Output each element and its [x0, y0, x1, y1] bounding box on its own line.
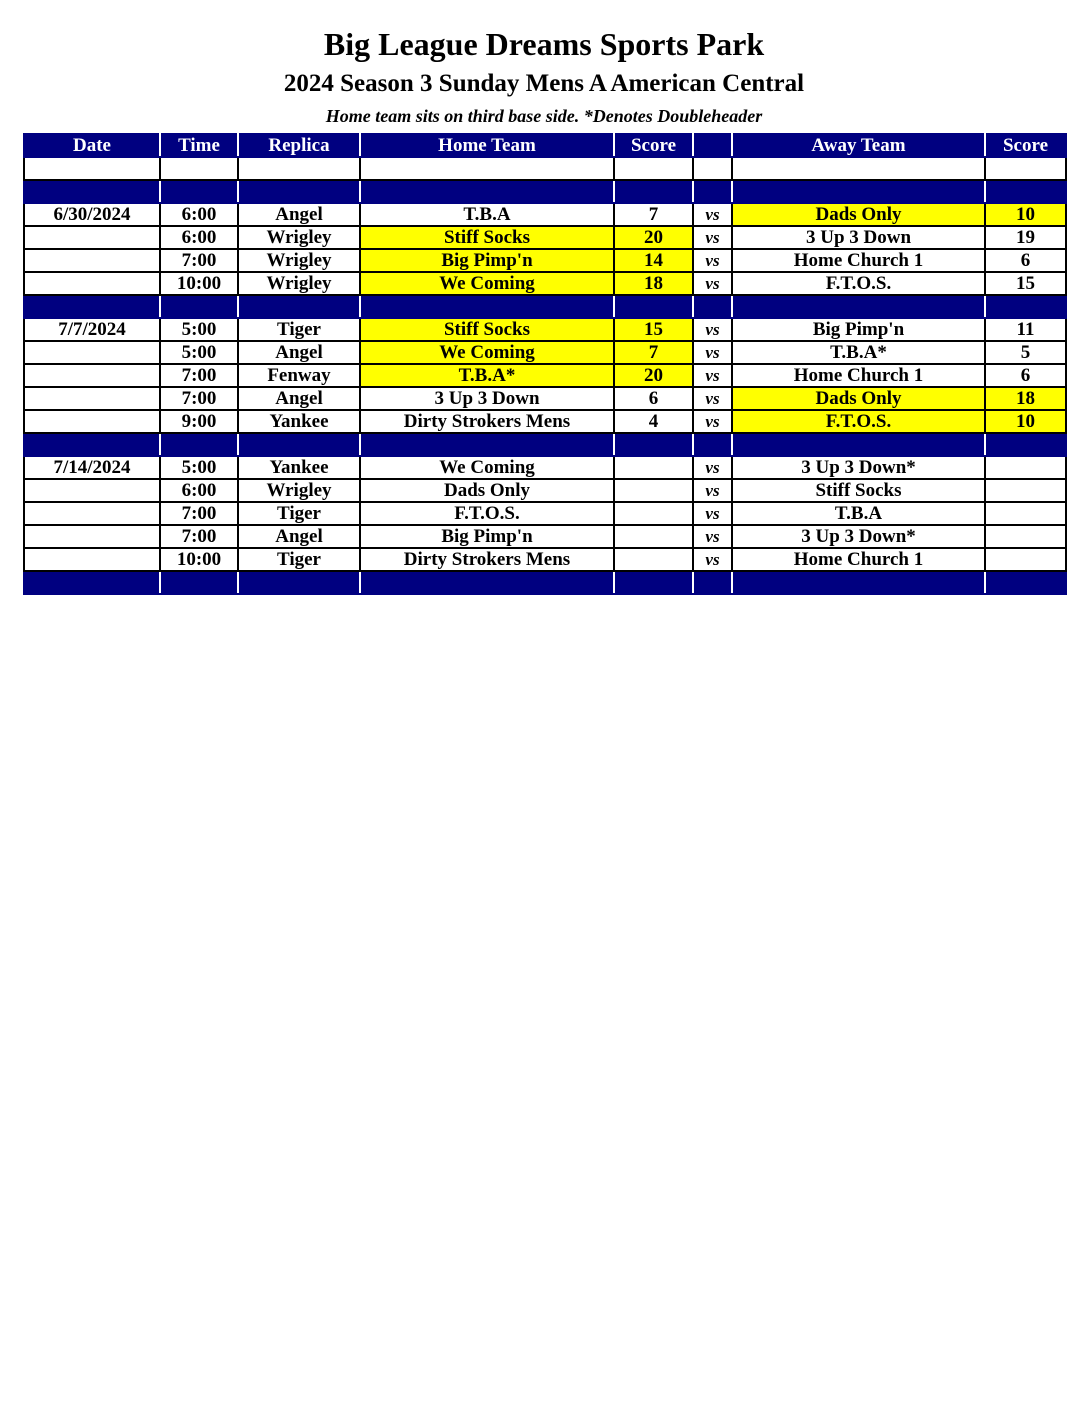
home-score — [614, 525, 693, 548]
game-row — [24, 502, 1066, 525]
empty-cell — [360, 157, 614, 180]
vs-label: vs — [693, 249, 732, 272]
col-header-home-team: Home Team — [360, 134, 614, 157]
empty-cell — [732, 433, 985, 456]
game-field: Angel — [238, 341, 360, 364]
away-score: 6 — [985, 249, 1066, 272]
empty-cell — [24, 295, 160, 318]
empty-cell — [160, 295, 238, 318]
away-score: 18 — [985, 387, 1066, 410]
game-field: Tiger — [238, 318, 360, 341]
separator-row — [24, 571, 1066, 594]
game-field: Tiger — [238, 502, 360, 525]
away-score: 10 — [985, 410, 1066, 433]
empty-cell — [238, 433, 360, 456]
game-row — [24, 249, 1066, 272]
game-date — [24, 502, 160, 525]
game-date — [24, 387, 160, 410]
game-time: 9:00 — [160, 410, 238, 433]
home-team: Stiff Socks — [360, 318, 614, 341]
home-score: 20 — [614, 364, 693, 387]
home-score: 18 — [614, 272, 693, 295]
game-row — [24, 456, 1066, 479]
game-row — [24, 548, 1066, 571]
away-team: F.T.O.S. — [732, 410, 985, 433]
col-header-time: Time — [160, 134, 238, 157]
game-time: 7:00 — [160, 387, 238, 410]
schedule-body — [24, 157, 1066, 594]
empty-cell — [614, 433, 693, 456]
game-field: Wrigley — [238, 272, 360, 295]
away-score: 11 — [985, 318, 1066, 341]
empty-cell — [238, 295, 360, 318]
home-score: 4 — [614, 410, 693, 433]
home-score — [614, 502, 693, 525]
separator-row — [24, 295, 1066, 318]
away-score — [985, 548, 1066, 571]
col-header-home-score: Score — [614, 134, 693, 157]
empty-cell — [360, 295, 614, 318]
home-team: We Coming — [360, 341, 614, 364]
home-team: Stiff Socks — [360, 226, 614, 249]
away-score — [985, 525, 1066, 548]
game-row — [24, 410, 1066, 433]
away-team: 3 Up 3 Down — [732, 226, 985, 249]
game-date — [24, 364, 160, 387]
away-score: 10 — [985, 203, 1066, 226]
vs-label: vs — [693, 203, 732, 226]
game-field: Yankee — [238, 456, 360, 479]
game-field: Angel — [238, 203, 360, 226]
vs-label: vs — [693, 226, 732, 249]
game-field: Yankee — [238, 410, 360, 433]
separator-row — [24, 433, 1066, 456]
game-row — [24, 364, 1066, 387]
empty-cell — [614, 180, 693, 203]
away-team: Home Church 1 — [732, 548, 985, 571]
game-row — [24, 341, 1066, 364]
empty-cell — [360, 433, 614, 456]
game-date — [24, 272, 160, 295]
vs-label: vs — [693, 272, 732, 295]
game-field: Fenway — [238, 364, 360, 387]
away-team: F.T.O.S. — [732, 272, 985, 295]
game-field: Wrigley — [238, 226, 360, 249]
home-team: We Coming — [360, 272, 614, 295]
empty-cell — [985, 433, 1066, 456]
home-team: F.T.O.S. — [360, 502, 614, 525]
home-team: T.B.A* — [360, 364, 614, 387]
game-row — [24, 226, 1066, 249]
away-team: Dads Only — [732, 203, 985, 226]
vs-label: vs — [693, 525, 732, 548]
game-date — [24, 341, 160, 364]
home-team: We Coming — [360, 456, 614, 479]
home-score: 7 — [614, 341, 693, 364]
home-score: 15 — [614, 318, 693, 341]
empty-cell — [614, 295, 693, 318]
page-title: Big League Dreams Sports Park — [323, 26, 765, 62]
empty-cell — [238, 180, 360, 203]
empty-cell — [985, 571, 1066, 594]
empty-cell — [693, 433, 732, 456]
away-team: T.B.A — [732, 502, 985, 525]
home-team: Big Pimp'n — [360, 249, 614, 272]
game-time: 6:00 — [160, 479, 238, 502]
home-score: 20 — [614, 226, 693, 249]
game-time: 7:00 — [160, 364, 238, 387]
schedule-table — [23, 133, 1067, 595]
game-row — [24, 525, 1066, 548]
game-date — [24, 525, 160, 548]
home-score: 7 — [614, 203, 693, 226]
home-team: Dirty Strokers Mens — [360, 548, 614, 571]
away-team: Big Pimp'n — [732, 318, 985, 341]
away-team: Home Church 1 — [732, 364, 985, 387]
home-score: 14 — [614, 249, 693, 272]
game-date — [24, 226, 160, 249]
game-date: 7/7/2024 — [24, 318, 160, 341]
game-row — [24, 318, 1066, 341]
empty-cell — [693, 571, 732, 594]
game-time: 7:00 — [160, 249, 238, 272]
away-team: Home Church 1 — [732, 249, 985, 272]
empty-cell — [24, 180, 160, 203]
empty-cell — [238, 571, 360, 594]
away-team: 3 Up 3 Down* — [732, 525, 985, 548]
separator-row — [24, 180, 1066, 203]
vs-label: vs — [693, 364, 732, 387]
game-time: 5:00 — [160, 341, 238, 364]
home-team: Dirty Strokers Mens — [360, 410, 614, 433]
empty-cell — [24, 433, 160, 456]
empty-cell — [732, 571, 985, 594]
away-score: 5 — [985, 341, 1066, 364]
empty-cell — [238, 157, 360, 180]
blank-row — [24, 157, 1066, 180]
game-field: Wrigley — [238, 249, 360, 272]
home-team: Big Pimp'n — [360, 525, 614, 548]
col-header-away-score: Score — [985, 134, 1066, 157]
empty-cell — [985, 157, 1066, 180]
away-score — [985, 456, 1066, 479]
home-team: Dads Only — [360, 479, 614, 502]
away-team: Stiff Socks — [732, 479, 985, 502]
game-field: Angel — [238, 387, 360, 410]
vs-label: vs — [693, 502, 732, 525]
game-date: 6/30/2024 — [24, 203, 160, 226]
empty-cell — [160, 433, 238, 456]
game-row — [24, 479, 1066, 502]
game-time: 5:00 — [160, 318, 238, 341]
empty-cell — [24, 157, 160, 180]
vs-label: vs — [693, 548, 732, 571]
game-field: Angel — [238, 525, 360, 548]
col-header-replica: Replica — [238, 134, 360, 157]
away-score: 6 — [985, 364, 1066, 387]
home-team: 3 Up 3 Down — [360, 387, 614, 410]
vs-label: vs — [693, 341, 732, 364]
empty-cell — [360, 180, 614, 203]
away-score: 15 — [985, 272, 1066, 295]
away-score: 19 — [985, 226, 1066, 249]
header-row — [24, 134, 1066, 157]
home-team: T.B.A — [360, 203, 614, 226]
empty-cell — [985, 295, 1066, 318]
away-team: T.B.A* — [732, 341, 985, 364]
empty-cell — [732, 157, 985, 180]
away-team: Dads Only — [732, 387, 985, 410]
empty-cell — [160, 157, 238, 180]
away-team: 3 Up 3 Down* — [732, 456, 985, 479]
away-score — [985, 502, 1066, 525]
game-date: 7/14/2024 — [24, 456, 160, 479]
game-time: 5:00 — [160, 456, 238, 479]
page-subtitle: 2024 Season 3 Sunday Mens A American Central — [283, 70, 805, 97]
empty-cell — [360, 571, 614, 594]
game-time: 6:00 — [160, 203, 238, 226]
game-row — [24, 203, 1066, 226]
game-date — [24, 249, 160, 272]
game-time: 7:00 — [160, 525, 238, 548]
home-score: 6 — [614, 387, 693, 410]
col-header-date: Date — [24, 134, 160, 157]
game-time: 10:00 — [160, 548, 238, 571]
vs-label: vs — [693, 387, 732, 410]
empty-cell — [614, 571, 693, 594]
home-score — [614, 548, 693, 571]
away-score — [985, 479, 1066, 502]
empty-cell — [985, 180, 1066, 203]
vs-label: vs — [693, 456, 732, 479]
vs-label: vs — [693, 479, 732, 502]
empty-cell — [614, 157, 693, 180]
game-row — [24, 272, 1066, 295]
col-header-vs — [693, 134, 732, 157]
vs-label: vs — [693, 318, 732, 341]
col-header-away-team: Away Team — [732, 134, 985, 157]
empty-cell — [160, 180, 238, 203]
game-date — [24, 548, 160, 571]
game-time: 6:00 — [160, 226, 238, 249]
page-note: Home team sits on third base side. *Denotes Doubleheader — [325, 106, 763, 126]
game-date — [24, 479, 160, 502]
vs-label: vs — [693, 410, 732, 433]
empty-cell — [693, 180, 732, 203]
game-date — [24, 410, 160, 433]
empty-cell — [693, 157, 732, 180]
empty-cell — [693, 295, 732, 318]
game-time: 10:00 — [160, 272, 238, 295]
game-row — [24, 387, 1066, 410]
game-field: Wrigley — [238, 479, 360, 502]
empty-cell — [732, 295, 985, 318]
empty-cell — [732, 180, 985, 203]
game-field: Tiger — [238, 548, 360, 571]
empty-cell — [24, 571, 160, 594]
home-score — [614, 456, 693, 479]
empty-cell — [160, 571, 238, 594]
game-time: 7:00 — [160, 502, 238, 525]
home-score — [614, 479, 693, 502]
